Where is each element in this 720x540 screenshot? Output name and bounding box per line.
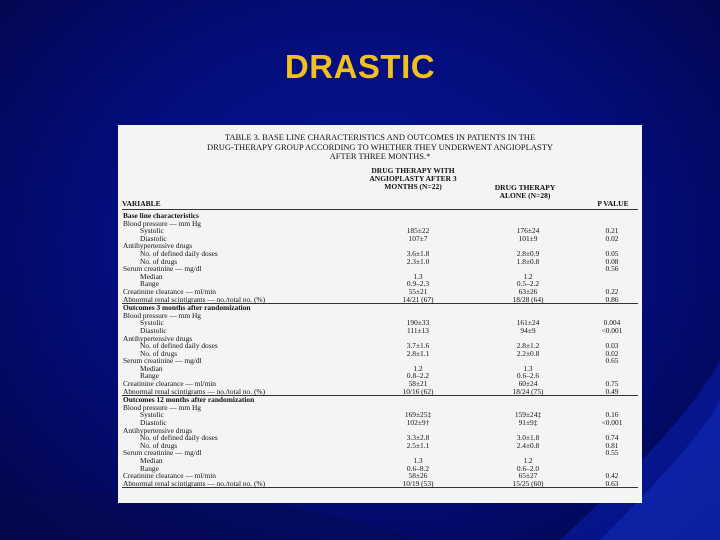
cell-p-value: 0.49: [605, 386, 619, 396]
cell-group1: 2.8±1.1: [406, 348, 430, 358]
cell-group2: 2.8±1.2: [516, 341, 540, 351]
caption-line-1: TABLE 3. BASE LINE CHARACTERISTICS AND OUTCOMES IN PATIENTS IN THE: [224, 132, 536, 142]
row-label: Antihypertensive drugs: [123, 333, 193, 343]
row-label: Diastolic: [140, 418, 167, 428]
row-label: Creatinine clearance — ml/min: [123, 286, 216, 296]
row-label: Median: [140, 456, 163, 465]
cell-group1: 3.6±1.8: [406, 248, 430, 258]
cell-p-value: 0.02: [605, 233, 619, 243]
cell-group1: 107±7: [408, 233, 428, 243]
cell-group2: 159±24‡: [514, 410, 542, 420]
row-label: Range: [140, 279, 159, 289]
row-label: No. of defined daily doses: [140, 341, 218, 351]
table-row: [118, 342, 642, 350]
cell-p-value: 0.03: [605, 341, 619, 351]
table-row: [118, 265, 642, 273]
col-header-p: P VALUE: [597, 199, 629, 208]
cell-p-value: 0.42: [605, 471, 619, 481]
cell-p-value: 0.22: [605, 286, 619, 296]
row-label: Abnormal renal scintigrams — no./total no. (%): [123, 294, 266, 304]
row-label: Blood pressure — mm Hg: [123, 402, 202, 412]
row-label: No. of defined daily doses: [140, 433, 218, 443]
cell-p-value: 0.08: [605, 256, 619, 266]
table-row: [118, 404, 642, 412]
cell-group2: 63±26: [518, 286, 538, 296]
table-row: [118, 220, 642, 228]
cell-group1: 111±13: [407, 325, 429, 335]
cell-group1: 14/21 (67): [402, 294, 434, 304]
cell-group1: 0.8–2.2: [406, 371, 430, 381]
cell-group1: 102±9†: [406, 418, 430, 428]
cell-group2: 91±9‡: [518, 418, 538, 428]
cell-group1: 0.9–2.3: [406, 279, 430, 289]
cell-group2: 60±24: [518, 379, 538, 389]
row-label: No. of drugs: [140, 348, 178, 358]
cell-p-value: 0.86: [605, 294, 619, 304]
col-header-group1: DRUG THERAPY WITH ANGIOPLASTY AFTER 3 MONTHS (N=22): [369, 166, 457, 191]
section-title-text: Outcomes 3 months after randomization: [123, 303, 251, 313]
cell-group1: 55±21: [408, 286, 428, 296]
cell-group1: 10/19 (53): [402, 478, 434, 488]
row-label: Diastolic: [140, 325, 167, 335]
row-label: Blood pressure — mm Hg: [123, 218, 202, 228]
cell-p-value: <0.001: [601, 325, 623, 335]
cell-p-value: 0.75: [605, 379, 619, 389]
cell-group1: 58±21: [408, 379, 428, 389]
cell-group2: 2.4±0.8: [516, 440, 540, 450]
row-label: Serum creatinine — mg/dl: [123, 264, 202, 274]
table-row: [118, 296, 642, 304]
row-label: Median: [140, 271, 163, 281]
cell-p-value: <0.001: [601, 418, 623, 428]
cell-group1: 58±26: [408, 471, 428, 481]
cell-group1: 190±33: [406, 318, 430, 328]
row-label: Abnormal renal scintigrams — no./total no. (%): [123, 478, 266, 488]
row-label: Abnormal renal scintigrams — no./total no. (%): [123, 386, 266, 396]
table-row: [118, 411, 642, 419]
table-row: [118, 312, 642, 320]
table-row: [118, 319, 642, 327]
cell-group1: 1.2: [413, 363, 423, 373]
cell-p-value: 0.74: [605, 433, 619, 443]
cell-group1: 1.3: [413, 271, 423, 281]
cell-group2: 94±9: [520, 325, 536, 335]
caption-line-3: AFTER THREE MONTHS.*: [329, 151, 431, 161]
row-label: Creatinine clearance — ml/min: [123, 379, 216, 389]
row-label: Creatinine clearance — ml/min: [123, 471, 216, 481]
table-row: [118, 419, 642, 427]
row-label: Serum creatinine — mg/dl: [123, 448, 202, 458]
cell-group2: 0.5–2.2: [516, 279, 540, 289]
cell-p-value: 0.65: [605, 356, 619, 366]
cell-group2: 65±27: [518, 471, 538, 481]
cell-p-value: 0.02: [605, 348, 619, 358]
col-header-group2: DRUG THERAPY ALONE (N=28): [494, 183, 556, 200]
table-row: [118, 480, 642, 488]
cell-group2: 1.2: [523, 271, 533, 281]
table-row: [118, 250, 642, 258]
cell-group2: 176±24: [516, 226, 540, 236]
cell-group1: 2.5±1.1: [406, 440, 430, 450]
cell-group2: 3.0±1.8: [516, 433, 540, 443]
table-row: [118, 357, 642, 365]
cell-group1: 3.3±2.8: [406, 433, 430, 443]
cell-p-value: 0.21: [605, 226, 619, 236]
caption-line-2: DRUG-THERAPY GROUP ACCORDING TO WHETHER THEY UNDERWENT ANGIOPLASTY: [206, 141, 554, 152]
cell-p-value: 0.16: [605, 410, 619, 420]
row-label: Diastolic: [140, 233, 167, 243]
table-body: [118, 212, 642, 488]
table-header: [118, 165, 642, 209]
cell-p-value: 0.55: [605, 448, 619, 458]
table-row: [118, 227, 642, 235]
cell-group2: 101±9: [518, 233, 538, 243]
cell-p-value: 0.05: [605, 248, 619, 258]
row-label: Range: [140, 463, 159, 473]
cell-group2: 1.3: [523, 363, 533, 373]
row-label: Antihypertensive drugs: [123, 241, 193, 251]
row-label: Systolic: [140, 318, 164, 328]
row-label: No. of drugs: [140, 440, 178, 450]
cell-group2: 18/28 (64): [512, 294, 544, 304]
cell-group2: 2.2±0.8: [516, 348, 540, 358]
row-label: Range: [140, 371, 159, 381]
table-row: [118, 388, 642, 396]
row-label: Antihypertensive drugs: [123, 425, 193, 435]
row-label: Serum creatinine — mg/dl: [123, 356, 202, 366]
section-title-text: Base line characteristics: [123, 211, 199, 220]
cell-group1: 10/16 (62): [402, 386, 434, 396]
cell-group2: 0.6–2.6: [516, 371, 540, 381]
table-row: [118, 327, 642, 335]
header-rule: [122, 209, 638, 210]
cell-group2: 1.2: [523, 456, 533, 465]
cell-group1: 1.3: [413, 456, 423, 465]
cell-p-value: 0.81: [605, 440, 619, 450]
col-header-variable: VARIABLE: [122, 199, 161, 208]
cell-group2: 15/25 (60): [512, 478, 544, 488]
table-row: [118, 365, 642, 373]
cell-group2: 2.8±0.9: [516, 248, 540, 258]
cell-group1: 185±22: [406, 226, 430, 236]
cell-group1: 169±25‡: [404, 410, 432, 420]
section-title-text: Outcomes 12 months after randomization: [123, 395, 255, 405]
cell-group2: 0.6–2.0: [516, 463, 540, 473]
row-label: Systolic: [140, 410, 164, 420]
cell-group2: 18/24 (75): [512, 386, 544, 396]
row-label: No. of drugs: [140, 256, 178, 266]
table-image: [118, 125, 642, 503]
cell-p-value: 0.63: [605, 478, 619, 488]
table-row: [118, 273, 642, 281]
row-label: Median: [140, 363, 163, 373]
row-label: No. of defined daily doses: [140, 248, 218, 258]
slide-title: DRASTIC: [284, 48, 436, 85]
table-row: [118, 434, 642, 442]
table-row: [118, 235, 642, 243]
row-label: Blood pressure — mm Hg: [123, 310, 202, 320]
cell-group1: 3.7±1.6: [406, 341, 430, 351]
cell-group2: 161±24: [516, 318, 540, 328]
cell-p-value: 0.004: [603, 318, 621, 328]
table-row: [118, 457, 642, 465]
cell-group1: 0.6–8.2: [406, 463, 430, 473]
table-row: [118, 449, 642, 457]
row-label: Systolic: [140, 226, 164, 236]
cell-p-value: 0.56: [605, 264, 619, 274]
cell-group2: 1.8±0.8: [516, 256, 540, 266]
cell-group1: 2.3±1.0: [406, 256, 430, 266]
table-caption: [118, 133, 642, 162]
